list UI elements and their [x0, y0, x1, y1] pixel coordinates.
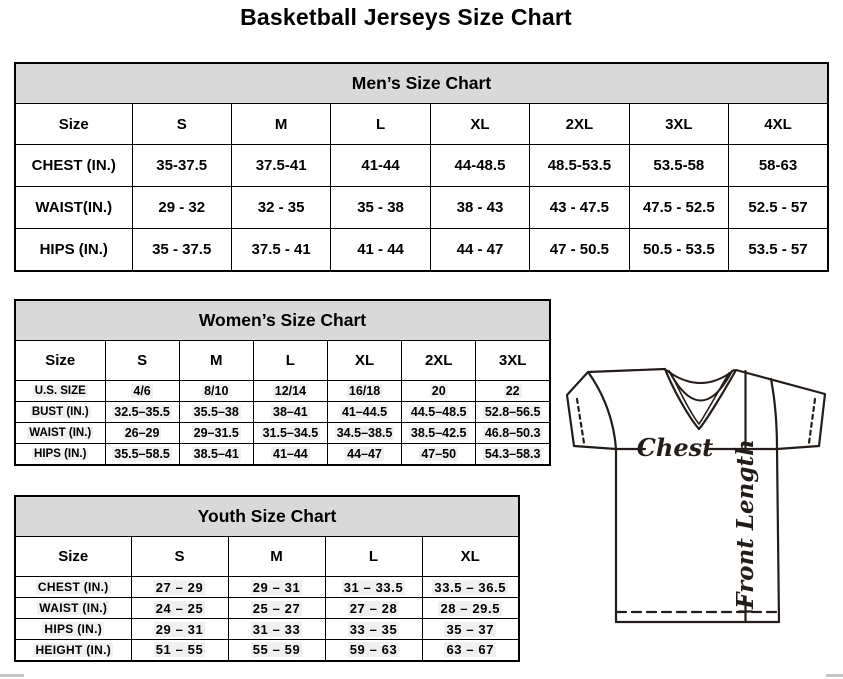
- table-title: Women’s Size Chart: [15, 300, 550, 341]
- row-label: [15, 381, 105, 402]
- cell-value: 4/6: [133, 384, 151, 398]
- cell-value: 35.5–38: [193, 405, 239, 419]
- table-cell: [179, 402, 253, 423]
- cell-value: 38.5–41: [193, 446, 239, 461]
- table-cell: [132, 145, 231, 187]
- table-cell: [327, 381, 401, 402]
- table-cell: [402, 444, 476, 465]
- cell-value: 31 – 33: [252, 621, 301, 637]
- row-label-text: WAIST (IN.): [39, 601, 108, 615]
- scrollbar-fragment-right[interactable]: [826, 674, 843, 677]
- cell-value: 29 – 31: [155, 621, 204, 637]
- cell-value: 55 – 59: [252, 642, 301, 658]
- row-label: [15, 640, 131, 661]
- table-cell: [629, 229, 728, 271]
- table-cell: [402, 402, 476, 423]
- size-corner-header: Size: [15, 341, 105, 381]
- cell-value: 41 - 44: [357, 240, 404, 258]
- cell-value: 35 – 37: [446, 621, 495, 637]
- cell-value: 28 – 29.5: [440, 600, 501, 616]
- cell-value: 53.5 - 57: [748, 240, 808, 258]
- cell-value: 27 – 28: [349, 600, 398, 616]
- cell-value: 32.5–35.5: [114, 405, 170, 419]
- table-cell: [629, 187, 728, 229]
- cell-value: 48.5-53.5: [547, 157, 612, 174]
- table-row: [15, 187, 828, 229]
- table-cell: [231, 229, 330, 271]
- table-cell: [331, 229, 430, 271]
- table-cell: [131, 640, 228, 661]
- cell-value: 38 - 43: [456, 199, 504, 216]
- table-cell: [476, 423, 550, 444]
- cell-value: 29–31.5: [193, 426, 239, 440]
- cell-value: 16/18: [348, 384, 381, 398]
- row-label: [15, 187, 132, 229]
- cell-value: 44 - 47: [456, 240, 504, 258]
- column-header: M: [179, 341, 253, 381]
- cell-value: 38–41: [273, 405, 308, 419]
- table-cell: [331, 145, 430, 187]
- cell-value: 44.5–48.5: [410, 405, 467, 419]
- cell-value: 33 – 35: [349, 621, 398, 637]
- table-header-row: [15, 537, 519, 577]
- cell-value: 41-44: [361, 157, 400, 174]
- row-label-text: U.S. SIZE: [34, 385, 86, 397]
- column-header: 2XL: [402, 341, 476, 381]
- table-cell: [105, 444, 179, 465]
- row-label: [15, 598, 131, 619]
- size-corner-header: Size: [15, 104, 132, 145]
- column-header: 2XL: [530, 104, 629, 145]
- column-header: M: [231, 104, 330, 145]
- page-title: Basketball Jerseys Size Chart: [240, 4, 572, 30]
- cell-value: 12/14: [274, 384, 307, 398]
- table-row: [15, 381, 550, 402]
- cell-value: 25 – 27: [252, 600, 301, 616]
- table-cell: [430, 145, 529, 187]
- table-cell: [253, 423, 327, 444]
- table-title: Youth Size Chart: [15, 496, 519, 537]
- table-cell: [476, 444, 550, 465]
- row-label: [15, 444, 105, 465]
- table-cell: [325, 640, 422, 661]
- column-header: 3XL: [629, 104, 728, 145]
- table-cell: [179, 423, 253, 444]
- table-cell: [253, 444, 327, 465]
- table-cell: [729, 187, 828, 229]
- table-cell: [253, 402, 327, 423]
- table-cell: [430, 187, 529, 229]
- table-cell: [231, 145, 330, 187]
- jersey-body-outline: [567, 369, 825, 622]
- table-cell: [325, 598, 422, 619]
- table-cell: [228, 577, 325, 598]
- table-cell: [530, 229, 629, 271]
- table-cell: [228, 640, 325, 661]
- column-header: L: [325, 537, 422, 577]
- cell-value: 41–44.5: [341, 405, 388, 419]
- table-row: [15, 229, 828, 271]
- cell-value: 38.5–42.5: [410, 426, 467, 440]
- cell-value: 51 – 55: [155, 642, 204, 658]
- table-row: [15, 444, 550, 465]
- table-cell: [325, 619, 422, 640]
- chest-label: Chest: [636, 433, 714, 462]
- table-cell: [131, 577, 228, 598]
- table-cell: [422, 619, 519, 640]
- row-label: [15, 145, 132, 187]
- jersey-outline-icon: [560, 358, 836, 634]
- table-cell: [430, 229, 529, 271]
- cell-value: 35.5–58.5: [114, 446, 170, 461]
- table-cell: [231, 187, 330, 229]
- column-header: 3XL: [476, 341, 550, 381]
- table-cell: [132, 187, 231, 229]
- cell-value: 47–50: [421, 446, 457, 461]
- table-cell: [530, 145, 629, 187]
- cell-value: 43 - 47.5: [549, 199, 609, 216]
- column-header: S: [105, 341, 179, 381]
- table-cell: [131, 619, 228, 640]
- table-cell: [325, 577, 422, 598]
- row-label: [15, 229, 132, 271]
- cell-value: 50.5 - 53.5: [642, 240, 715, 258]
- scrollbar-fragment-left[interactable]: [0, 674, 24, 677]
- table-header-row: [15, 341, 550, 381]
- cell-value: 52.5 - 57: [748, 199, 808, 216]
- table-cell: [729, 229, 828, 271]
- table-row: [15, 402, 550, 423]
- row-label: [15, 423, 105, 444]
- cell-value: 22: [505, 384, 520, 398]
- table-cell: [476, 402, 550, 423]
- table-row: [15, 145, 828, 187]
- column-header: S: [132, 104, 231, 145]
- row-label-text: HIPS (IN.): [44, 622, 103, 636]
- cell-value: 35 - 37.5: [152, 240, 212, 258]
- row-label-text: WAIST(IN.): [35, 199, 113, 216]
- cell-value: 29 - 32: [158, 199, 206, 216]
- table-cell: [476, 381, 550, 402]
- column-header: L: [331, 104, 430, 145]
- cell-value: 26–29: [124, 426, 160, 440]
- cell-value: 31.5–34.5: [262, 426, 319, 440]
- cell-value: 47 - 50.5: [549, 240, 609, 258]
- cell-value: 53.5-58: [653, 157, 705, 174]
- cell-value: 46.8–50.3: [484, 426, 541, 440]
- cell-value: 63 – 67: [446, 642, 495, 658]
- jersey-measurement-diagram: [560, 358, 836, 634]
- row-label-text: HIPS (IN.): [39, 240, 108, 258]
- table-title-row: [15, 300, 550, 341]
- table-cell: [327, 402, 401, 423]
- column-header: 4XL: [729, 104, 828, 145]
- row-label-text: WAIST (IN.): [29, 427, 92, 439]
- mens-size-table: [14, 62, 829, 272]
- table-cell: [131, 598, 228, 619]
- table-title-row: [15, 63, 828, 104]
- cell-value: 20: [431, 384, 446, 398]
- table-cell: [629, 145, 728, 187]
- table-cell: [228, 598, 325, 619]
- column-header: XL: [430, 104, 529, 145]
- table-cell: [327, 444, 401, 465]
- cell-value: 29 – 31: [252, 579, 301, 595]
- table-cell: [402, 381, 476, 402]
- table-cell: [422, 577, 519, 598]
- table-cell: [105, 423, 179, 444]
- table-cell: [228, 619, 325, 640]
- cell-value: 8/10: [204, 384, 229, 398]
- cell-value: 27 – 29: [155, 579, 204, 595]
- cell-value: 24 – 25: [155, 600, 204, 616]
- column-header: M: [228, 537, 325, 577]
- table-row: [15, 423, 550, 444]
- cell-value: 44-48.5: [454, 157, 506, 174]
- cell-value: 35 - 38: [357, 199, 404, 216]
- column-header: XL: [327, 341, 401, 381]
- table-row: [15, 640, 519, 661]
- table-cell: [422, 598, 519, 619]
- table-cell: [179, 444, 253, 465]
- table-cell: [530, 187, 629, 229]
- table-title-row: [15, 496, 519, 537]
- column-header: L: [253, 341, 327, 381]
- table-cell: [179, 381, 253, 402]
- womens-size-table: [14, 299, 551, 466]
- table-cell: [422, 640, 519, 661]
- table-cell: [729, 145, 828, 187]
- cell-value: 59 – 63: [349, 642, 398, 658]
- table-header-row: [15, 104, 828, 145]
- table-cell: [253, 381, 327, 402]
- front-length-label: Front Length: [732, 439, 759, 609]
- cell-value: 37.5-41: [255, 157, 307, 174]
- row-label: [15, 402, 105, 423]
- column-header: XL: [422, 537, 519, 577]
- row-label-text: CHEST (IN.): [37, 580, 109, 594]
- cell-value: 41–44: [273, 446, 308, 461]
- table-row: [15, 598, 519, 619]
- cell-value: 37.5 - 41: [251, 240, 311, 258]
- row-label-text: CHEST (IN.): [31, 157, 116, 174]
- table-title: Men’s Size Chart: [15, 63, 828, 104]
- table-cell: [327, 423, 401, 444]
- row-label: [15, 577, 131, 598]
- cell-value: 32 - 35: [257, 199, 305, 216]
- table-row: [15, 577, 519, 598]
- row-label-text: HIPS (IN.): [34, 447, 87, 460]
- table-cell: [105, 402, 179, 423]
- youth-size-table: [14, 495, 520, 662]
- cell-value: 58-63: [758, 157, 798, 174]
- table-row: [15, 619, 519, 640]
- row-label-text: BUST (IN.): [31, 406, 89, 418]
- cell-value: 31 – 33.5: [343, 579, 404, 595]
- table-cell: [105, 381, 179, 402]
- table-cell: [132, 229, 231, 271]
- table-cell: [331, 187, 430, 229]
- column-header: S: [131, 537, 228, 577]
- table-cell: [402, 423, 476, 444]
- row-label: [15, 619, 131, 640]
- cell-value: 44–47: [347, 446, 382, 461]
- cell-value: 52.8–56.5: [484, 405, 541, 419]
- row-label-text: HEIGHT (IN.): [35, 642, 112, 657]
- cell-value: 47.5 - 52.5: [642, 199, 715, 216]
- cell-value: 34.5–38.5: [336, 426, 393, 440]
- size-corner-header: Size: [15, 537, 131, 577]
- cell-value: 35-37.5: [156, 157, 208, 174]
- cell-value: 33.5 – 36.5: [434, 579, 507, 595]
- cell-value: 54.3–58.3: [484, 446, 541, 461]
